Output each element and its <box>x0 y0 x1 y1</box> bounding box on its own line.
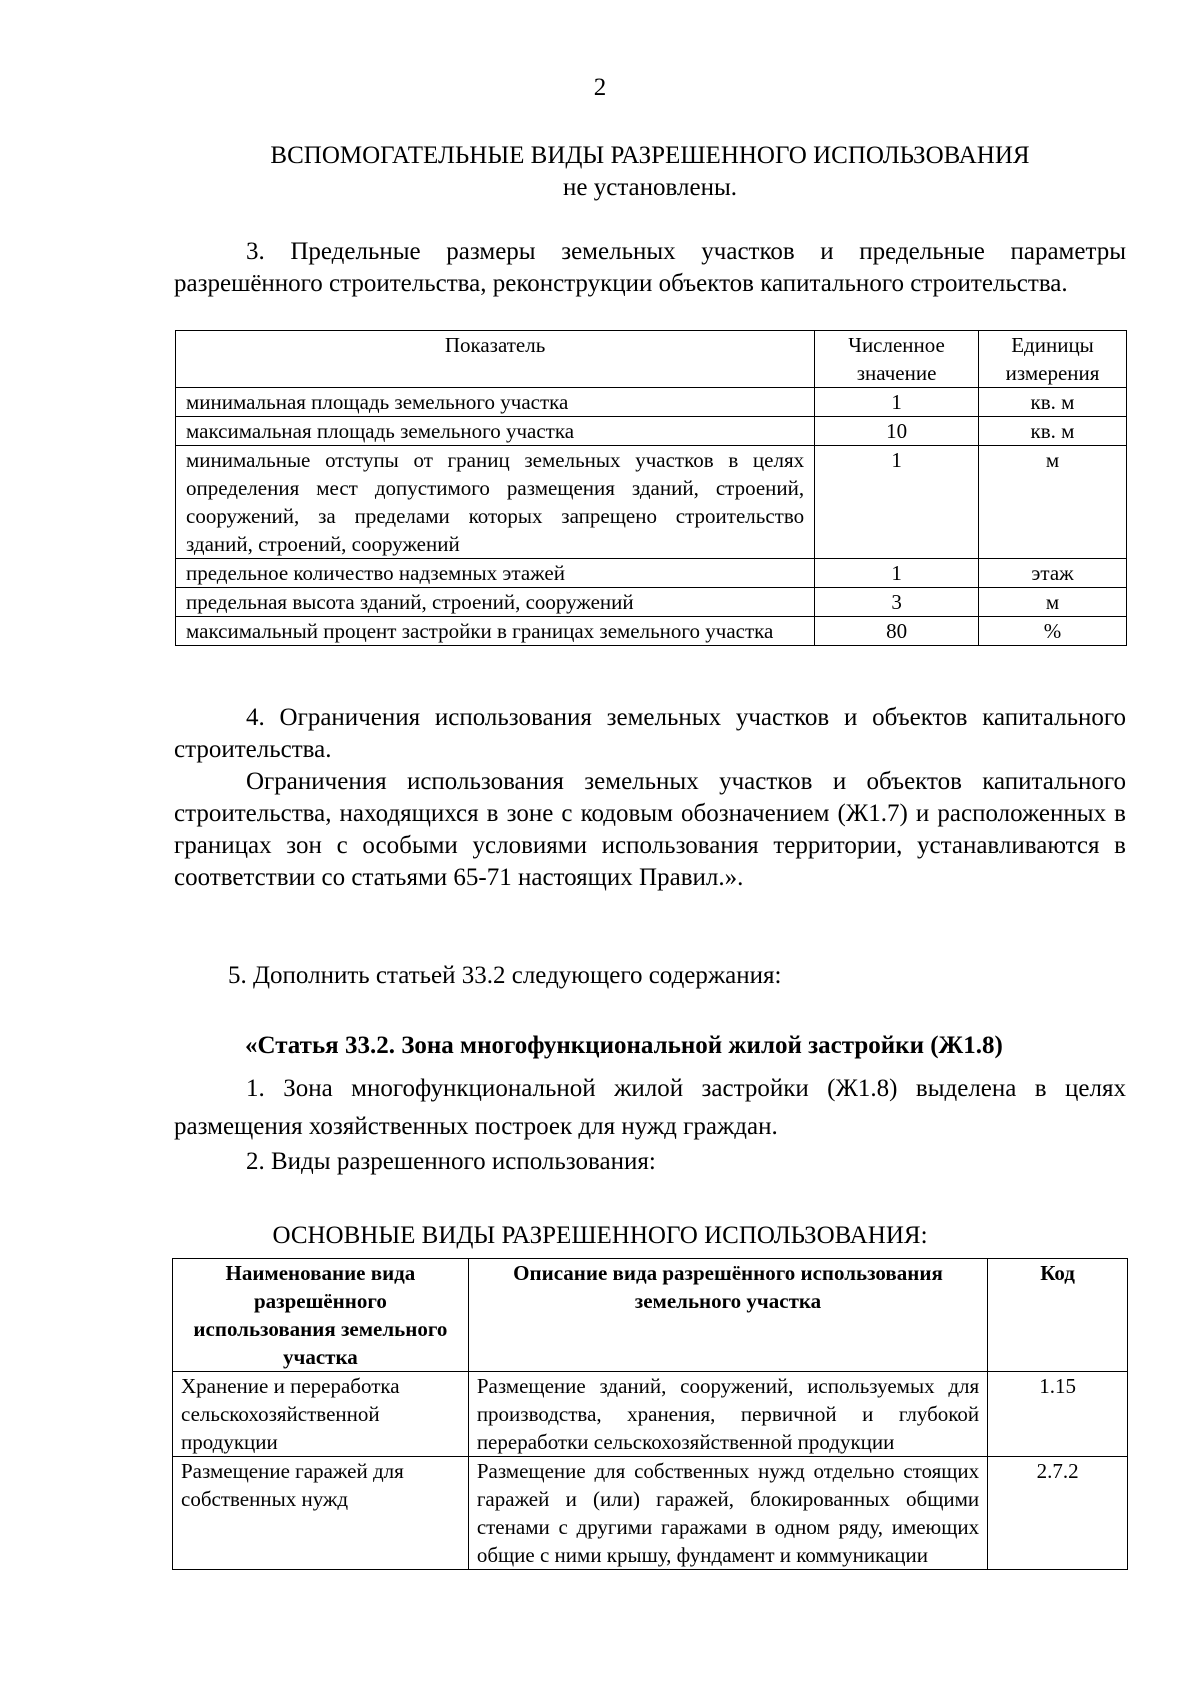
aux-uses-heading-line2: не установлены. <box>563 174 737 201</box>
value-cell: 1 <box>815 559 979 588</box>
header-indicator: Показатель <box>176 331 815 388</box>
value-cell: 10 <box>815 417 979 446</box>
article-paragraph-1: 1. Зона многофункциональной жилой застройки (Ж1.8) выделена в целях размещения хозяйственных построек для нужд граждан. <box>174 1075 1126 1140</box>
indicator-cell: предельное количество надземных этажей <box>176 559 815 588</box>
header-use-description: Описание вида разрешённого использования земельного участка <box>468 1259 987 1372</box>
unit-cell: м <box>979 588 1127 617</box>
value-cell: 80 <box>815 617 979 646</box>
main-uses-heading: ОСНОВНЫЕ ВИДЫ РАЗРЕШЕННОГО ИСПОЛЬЗОВАНИЯ: <box>272 1222 928 1249</box>
table-row <box>173 1372 1128 1457</box>
unit-cell: кв. м <box>979 417 1127 446</box>
table-row <box>176 417 1127 446</box>
table-row <box>173 1457 1128 1570</box>
value-cell: 3 <box>815 588 979 617</box>
use-code-cell: 2.7.2 <box>988 1457 1128 1570</box>
table-row <box>176 617 1127 646</box>
use-name-cell: Хранение и переработка сельскохозяйственной продукции <box>173 1372 469 1457</box>
section-5-paragraph: 5. Дополнить статьей 33.2 следующего содержания: <box>228 962 782 989</box>
unit-cell: % <box>979 617 1127 646</box>
parameters-table <box>175 330 1127 646</box>
use-name-cell: Размещение гаражей для собственных нужд <box>173 1457 469 1570</box>
unit-cell: м <box>979 446 1127 559</box>
value-cell: 1 <box>815 446 979 559</box>
use-description-cell: Размещение зданий, сооружений, используемых для производства, хранения, первичной и глубокой переработки сельскохозяйственной продукции <box>468 1372 987 1457</box>
indicator-cell: минимальные отступы от границ земельных участков в целях определения мест допустимого размещения зданий, строений, сооружений, за пределами которых запрещено строительство зданий, строений, сооружений <box>176 446 815 559</box>
header-use-code: Код <box>988 1259 1128 1372</box>
table-header-row <box>176 331 1127 388</box>
page-number: 2 <box>593 74 607 101</box>
permitted-uses-table <box>172 1258 1128 1570</box>
unit-cell: этаж <box>979 559 1127 588</box>
header-value: Численное значение <box>815 331 979 388</box>
table-row <box>176 559 1127 588</box>
use-code-cell: 1.15 <box>988 1372 1128 1457</box>
article-title: «Статья 33.2. Зона многофункциональной жилой застройки (Ж1.8) <box>245 1032 1003 1059</box>
use-description-cell: Размещение для собственных нужд отдельно стоящих гаражей и (или) гаражей, блокированных общими стенами с другими гаражами в одном ряду, имеющих общие с ними крышу, фундамент и коммуникации <box>468 1457 987 1570</box>
header-use-name: Наименование вида разрешённого использования земельного участка <box>173 1259 469 1372</box>
aux-uses-heading-line1: ВСПОМОГАТЕЛЬНЫЕ ВИДЫ РАЗРЕШЕННОГО ИСПОЛЬЗОВАНИЯ <box>270 142 1030 169</box>
header-unit: Единицы измерения <box>979 331 1127 388</box>
table-header-row <box>173 1259 1128 1372</box>
table-row <box>176 388 1127 417</box>
article-paragraph-2: 2. Виды разрешенного использования: <box>246 1148 656 1175</box>
value-cell: 1 <box>815 388 979 417</box>
table-row <box>176 446 1127 559</box>
indicator-cell: максимальный процент застройки в границах земельного участка <box>176 617 815 646</box>
section-4-title: 4. Ограничения использования земельных участков и объектов капитального строительства. <box>174 704 1126 763</box>
section-3-paragraph: 3. Предельные размеры земельных участков и предельные параметры разрешённого строительства, реконструкции объектов капитального строительства. <box>174 238 1126 297</box>
aux-uses-heading <box>174 140 1126 204</box>
section-4-text: Ограничения использования земельных участков и объектов капитального строительства, находящихся в зоне с кодовым обозначением (Ж1.7) и расположенных в границах зон с особыми условиями использования территории, устанавливаются в соответствии со статьями 65-71 настоящих Правил.». <box>174 768 1126 891</box>
indicator-cell: максимальная площадь земельного участка <box>176 417 815 446</box>
indicator-cell: минимальная площадь земельного участка <box>176 388 815 417</box>
unit-cell: кв. м <box>979 388 1127 417</box>
table-row <box>176 588 1127 617</box>
indicator-cell: предельная высота зданий, строений, сооружений <box>176 588 815 617</box>
